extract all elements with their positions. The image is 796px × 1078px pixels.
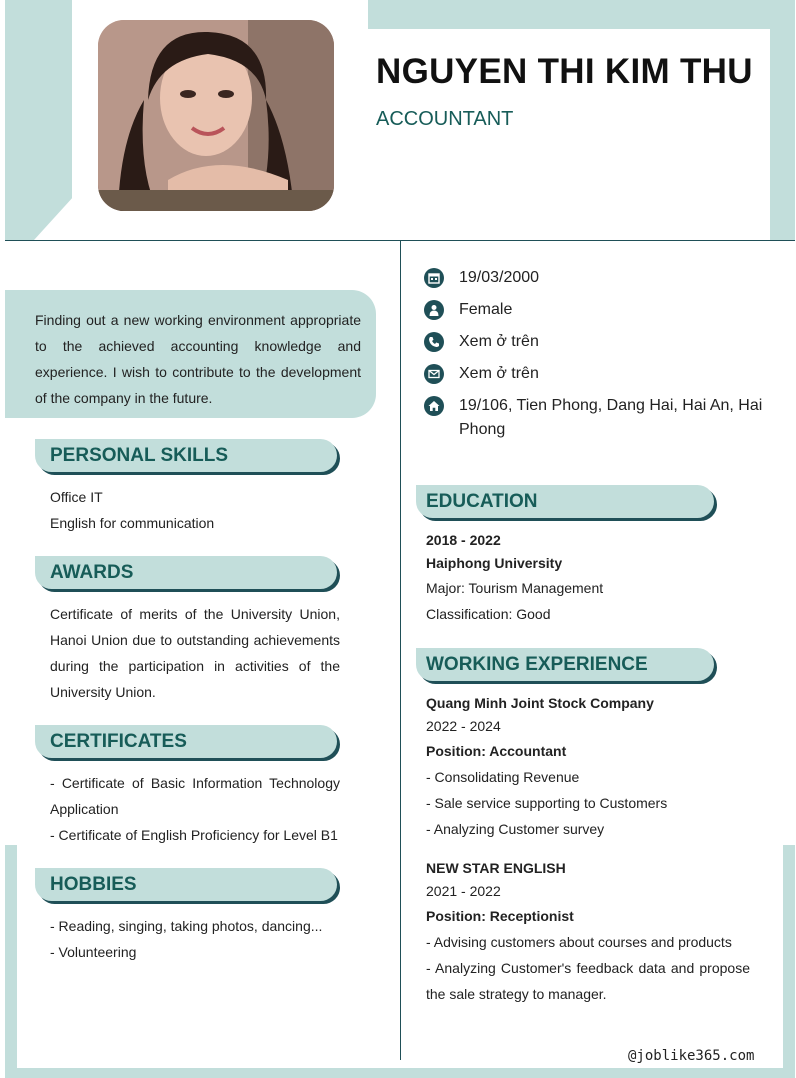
- job-position: Position: Accountant: [426, 743, 567, 759]
- hobbies-list: [50, 913, 340, 965]
- education-period: 2018 - 2022: [426, 532, 501, 548]
- job-company: NEW STAR ENGLISH: [426, 860, 566, 876]
- list-item: - Certificate of English Proficiency for Level B1: [50, 827, 338, 843]
- objective-text: Finding out a new working environment appropriate to the achieved accounting knowledge and experience. I wish to contribute to the development of the company in the future.: [35, 312, 361, 406]
- bottom-border-strip: [5, 1068, 795, 1078]
- hobbies-heading: HOBBIES: [35, 868, 337, 901]
- job-duty: - Analyzing Customer survey: [426, 821, 605, 837]
- certificates-heading: CERTIFICATES: [35, 725, 337, 758]
- profile-photo: [98, 20, 334, 211]
- phone-icon: [424, 332, 444, 352]
- left-border-strip: [5, 845, 17, 1078]
- list-item: - Volunteering: [50, 944, 137, 960]
- education-section: [426, 529, 750, 627]
- job-period: 2021 - 2022: [426, 883, 501, 899]
- career-objective: [5, 290, 376, 418]
- address-value: 19/106, Tien Phong, Dang Hai, Hai An, Hai Phong: [459, 397, 763, 438]
- home-icon: [424, 396, 444, 416]
- photo-frame-tail: [34, 196, 74, 240]
- person-icon: [424, 300, 444, 320]
- job-duty: - Advising customers about courses and products: [426, 934, 732, 950]
- list-item: English for communication: [50, 515, 215, 531]
- education-school: Haiphong University: [426, 555, 563, 571]
- job-entry: [426, 857, 750, 1007]
- certificates-list: [50, 770, 340, 848]
- job-company: Quang Minh Joint Stock Company: [426, 695, 654, 711]
- watermark: @joblike365.com: [628, 1048, 755, 1064]
- list-item: Office IT: [50, 489, 103, 505]
- gender-value: Female: [459, 301, 513, 318]
- experience-heading: WORKING EXPERIENCE: [416, 648, 714, 681]
- email-value: Xem ở trên: [459, 365, 539, 382]
- skills-heading: PERSONAL SKILLS: [35, 439, 337, 472]
- candidate-name: NGUYEN THI KIM THU: [376, 52, 753, 91]
- list-item: - Reading, singing, taking photos, dancing...: [50, 918, 323, 934]
- job-duty: - Consolidating Revenue: [426, 769, 580, 785]
- education-heading: EDUCATION: [416, 485, 714, 518]
- job-entry: [426, 692, 750, 842]
- right-border-strip: [783, 845, 795, 1078]
- calendar-icon: [424, 268, 444, 288]
- list-item: - Certificate of Basic Information Technology Application: [50, 775, 340, 817]
- column-divider: [400, 240, 401, 1060]
- skills-list: [50, 484, 340, 536]
- awards-heading: AWARDS: [35, 556, 337, 589]
- birthday-value: 19/03/2000: [459, 269, 540, 286]
- candidate-title: ACCOUNTANT: [376, 108, 514, 130]
- education-major: Major: Tourism Management: [426, 580, 604, 596]
- job-duty: - Analyzing Customer's feedback data and propose the sale strategy to manager.: [426, 960, 750, 1002]
- phone-value: Xem ở trên: [459, 333, 539, 350]
- education-classification: Classification: Good: [426, 606, 551, 622]
- job-duty: - Sale service supporting to Customers: [426, 795, 668, 811]
- awards-text: Certificate of merits of the University Union, Hanoi Union due to outstanding achievements during the participation in activities of the University Union.: [50, 606, 340, 700]
- awards-section: [50, 601, 340, 705]
- mail-icon: [424, 364, 444, 384]
- job-period: 2022 - 2024: [426, 718, 501, 734]
- job-position: Position: Receptionist: [426, 908, 574, 924]
